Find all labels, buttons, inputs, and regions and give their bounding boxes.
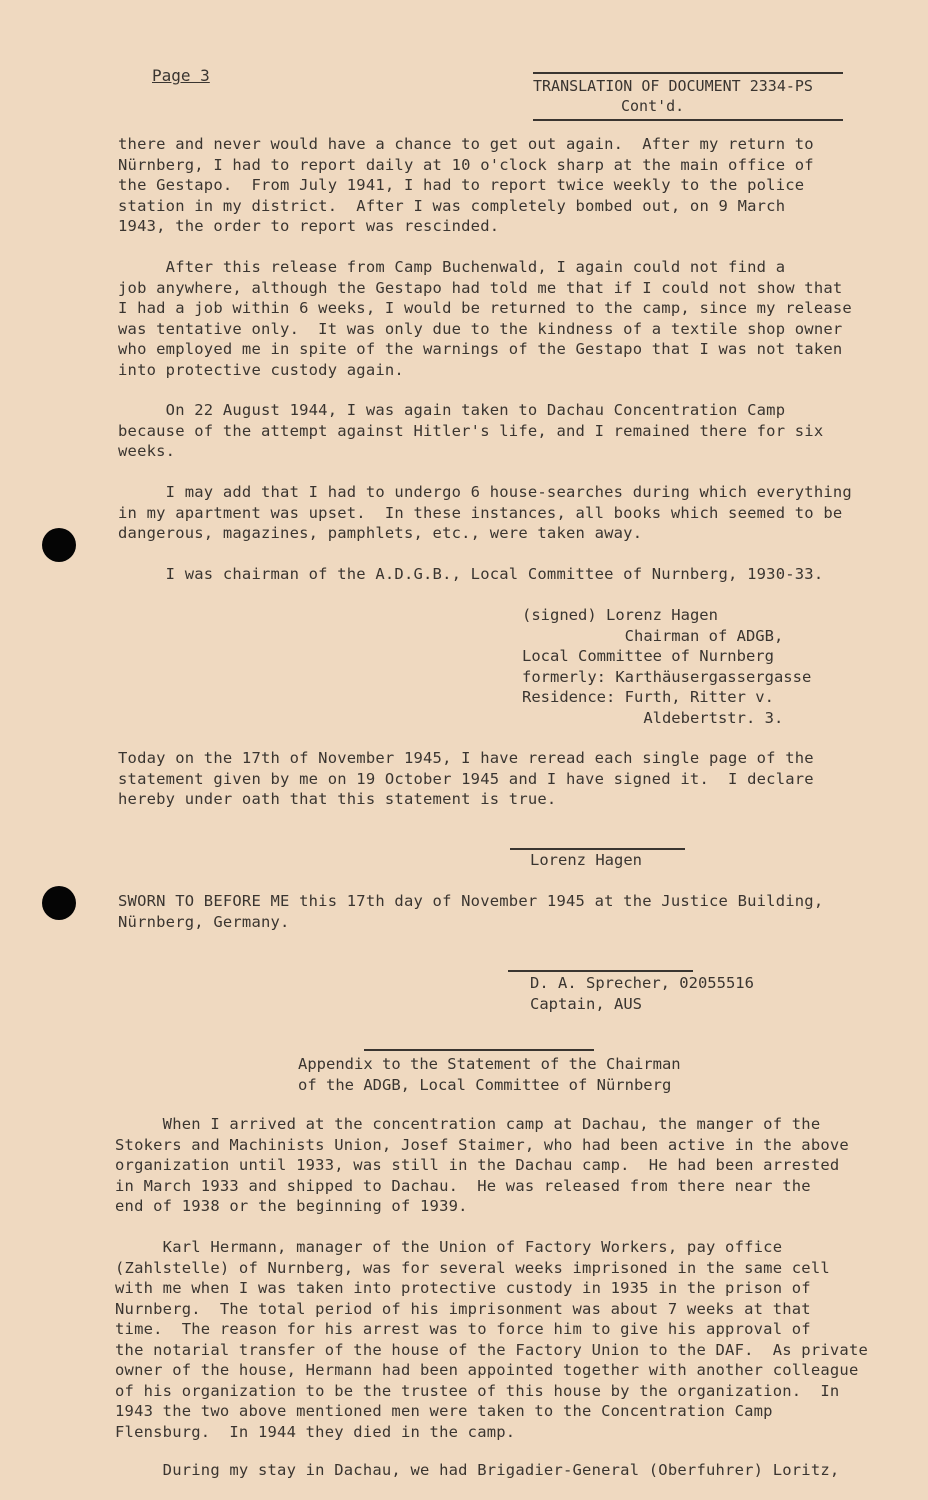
paragraph-1: there and never would have a chance to get out again. After my return to Nürnberg, I had to report daily at 10 o'clock sharp at the main office of the Gestapo. From July 1941, I had to report twice weekly to the police station in my district. After I was completely bombed out, on 9 March 1943, the order to report was rescinded. [118,135,814,235]
document-title: TRANSLATION OF DOCUMENT 2334-PS [533,77,813,95]
paragraph-4: I may add that I had to undergo 6 house-searches during which everything in my apartment was upset. In these instances, all books which seemed to be dangerous, magazines, pamphlets, etc., were taken away. [118,483,852,542]
appendix-paragraph-3: During my stay in Dachau, we had Brigadier-General (Oberfuhrer) Loritz, [115,1461,840,1479]
punch-hole [42,528,76,562]
signature-block: (signed) Lorenz Hagen Chairman of ADGB, Local Committee of Nurnberg formerly: Karthäusergassergasse Residence: Furth, Ritter v. Aldebertstr. 3. [522,606,812,727]
oath-paragraph: Today on the 17th of November 1945, I have reread each single page of the statement given by me on 19 October 1945 and I have signed it. I declare hereby under oath that this statement is true. [118,749,814,808]
appendix-title: Appendix to the Statement of the Chairman of the ADGB, Local Committee of Nürnberg [298,1055,681,1094]
sworn-statement: SWORN TO BEFORE ME this 17th day of November 1945 at the Justice Building, Nürnberg, Germany. [118,892,824,931]
signer-name: Lorenz Hagen [530,851,642,869]
paragraph-2: After this release from Camp Buchenwald, I again could not find a job anywhere, although the Gestapo had told me that if I could not show that I had a job within 6 weeks, I would be returned to the camp, since my release was tentative only. It was only due to the kindness of a textile shop owner who employed me in spite of the warnings of the Gestapo that I was not taken into protective custody again. [118,258,852,379]
appendix-paragraph-2: Karl Hermann, manager of the Union of Factory Workers, pay office (Zahlstelle) of Nurnberg, was for several weeks imprisoned in the same cell with me when I was taken into protective custody in 1935 in the prison of Nurnberg. The total period of his imprisonment was about 7 weeks at that time. The reason for his arrest was to force him to give his approval of the notarial transfer of the house of the Factory Union to the DAF. As private owner of the house, Hermann had been appointed together with another colleague of his organization to be the trustee of this house by the organization. In 1943 the two above mentioned men were taken to the Concentration Camp Flensburg. In 1944 they died in the camp. [115,1238,869,1441]
paragraph-3: On 22 August 1944, I was again taken to Dachau Concentration Camp because of the attempt against Hitler's life, and I remained there for six weeks. [118,401,824,460]
appendix-paragraph-1: When I arrived at the concentration camp at Dachau, the manger of the Stokers and Machinists Union, Josef Staimer, who had been active in the above organization until 1933, was still in the Dachau camp. He had been arrested in March 1933 and shipped to Dachau. He was released from there near the end of 1938 or the beginning of 1939. [115,1115,849,1215]
page-number: Page 3 [152,66,210,85]
officer-name: D. A. Sprecher, 02055516 [530,974,754,992]
appendix-rule [364,1049,594,1051]
document-heading [533,72,843,121]
punch-hole [42,886,76,920]
continued-label: Cont'd. [621,97,685,115]
officer-signature-line [508,970,693,972]
paragraph-5: I was chairman of the A.D.G.B., Local Committee of Nurnberg, 1930-33. [118,565,824,583]
officer-rank: Captain, AUS [530,995,642,1013]
